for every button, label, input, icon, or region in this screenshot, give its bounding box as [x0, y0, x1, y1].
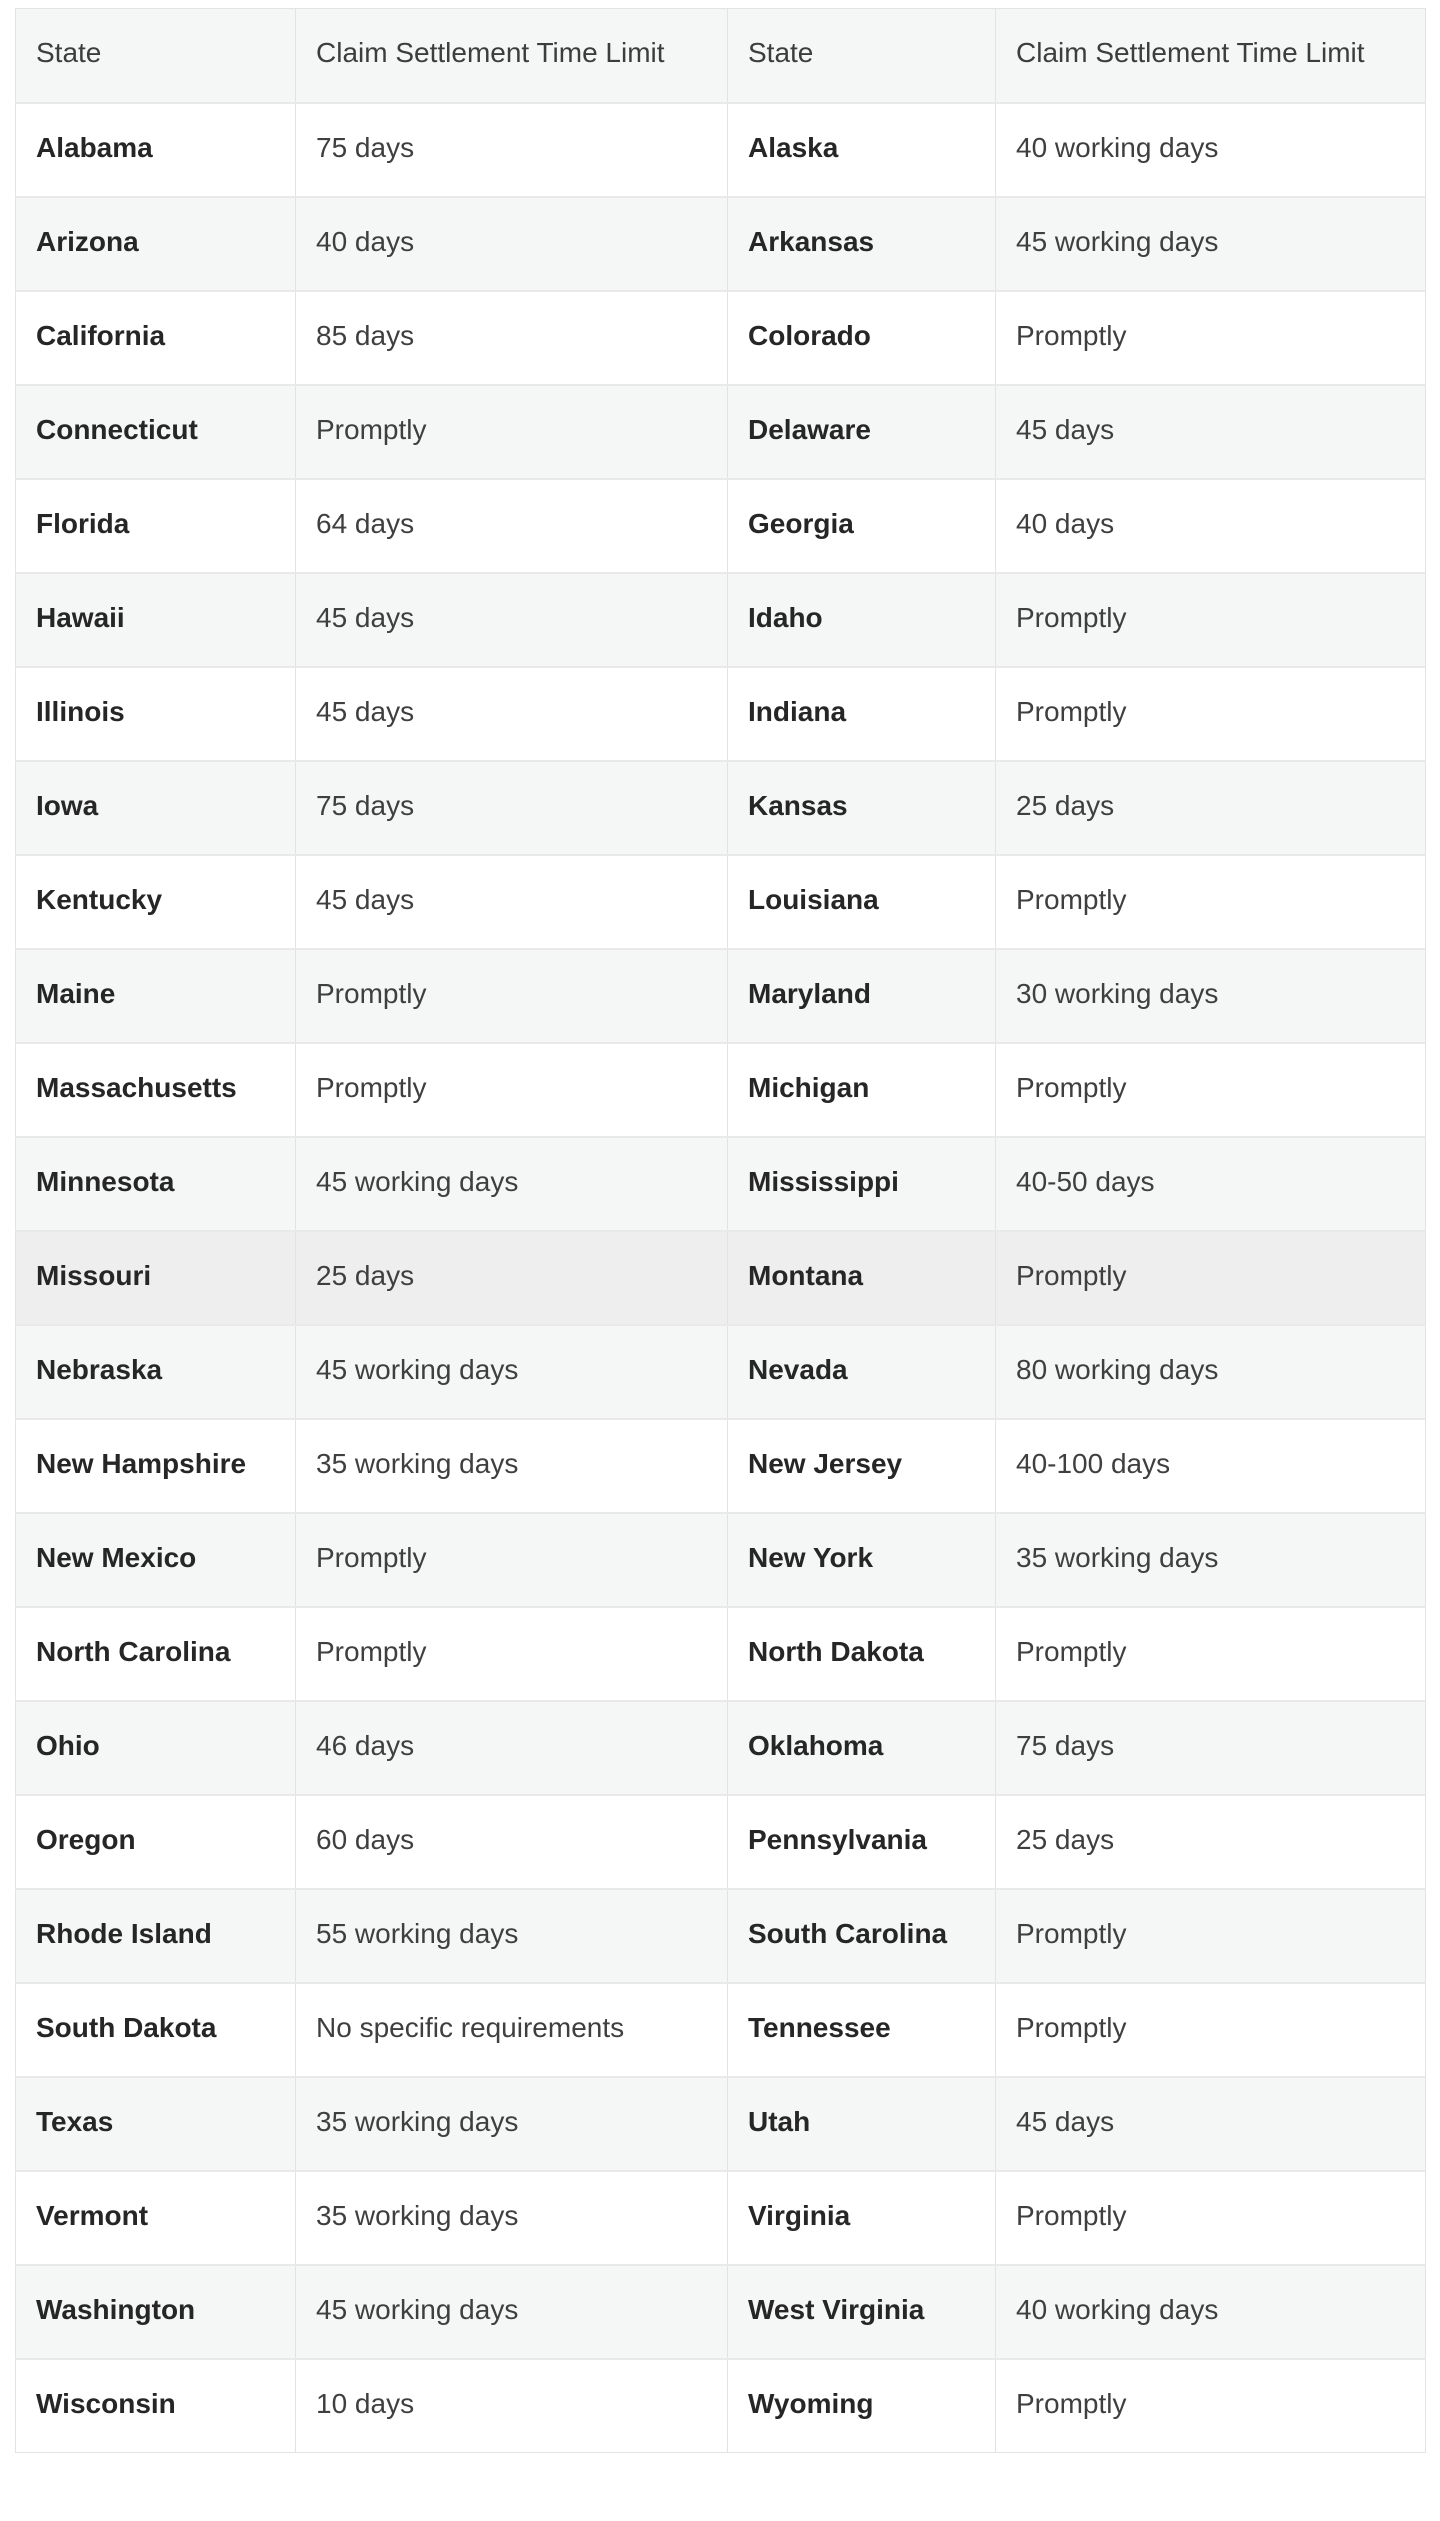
limit-cell: 35 working days	[296, 2077, 728, 2171]
state-cell: New Mexico	[16, 1513, 296, 1607]
limit-cell: 45 days	[296, 667, 728, 761]
limit-cell: Promptly	[996, 1983, 1426, 2077]
state-cell: Utah	[728, 2077, 996, 2171]
state-cell: West Virginia	[728, 2265, 996, 2359]
state-cell: Maryland	[728, 949, 996, 1043]
limit-cell: 46 days	[296, 1701, 728, 1795]
limit-cell: 45 days	[296, 855, 728, 949]
limit-cell: Promptly	[996, 291, 1426, 385]
state-cell: New Hampshire	[16, 1419, 296, 1513]
state-cell: Tennessee	[728, 1983, 996, 2077]
limit-cell: 40 working days	[996, 103, 1426, 197]
table-row	[16, 385, 1426, 479]
state-cell: Oklahoma	[728, 1701, 996, 1795]
table-row	[16, 855, 1426, 949]
table-row	[16, 479, 1426, 573]
header-limit-1: Claim Settlement Time Limit	[296, 9, 728, 103]
limit-cell: 40 days	[996, 479, 1426, 573]
state-cell: Florida	[16, 479, 296, 573]
state-cell: Louisiana	[728, 855, 996, 949]
state-cell: Ohio	[16, 1701, 296, 1795]
limit-cell: 64 days	[296, 479, 728, 573]
table-row	[16, 1137, 1426, 1231]
limit-cell: 45 working days	[296, 1325, 728, 1419]
limit-cell: Promptly	[996, 2171, 1426, 2265]
limit-cell: 25 days	[296, 1231, 728, 1325]
state-cell: Nebraska	[16, 1325, 296, 1419]
limit-cell: Promptly	[296, 1513, 728, 1607]
limit-cell: No specific requirements	[296, 1983, 728, 2077]
limit-cell: 45 working days	[296, 2265, 728, 2359]
state-cell: Illinois	[16, 667, 296, 761]
limit-cell: 55 working days	[296, 1889, 728, 1983]
table-row	[16, 2171, 1426, 2265]
limit-cell: 40 days	[296, 197, 728, 291]
limit-cell: 75 days	[996, 1701, 1426, 1795]
state-cell: Hawaii	[16, 573, 296, 667]
table-row	[16, 1607, 1426, 1701]
table-row	[16, 1889, 1426, 1983]
state-cell: Wisconsin	[16, 2359, 296, 2453]
table-row	[16, 761, 1426, 855]
limit-cell: Promptly	[996, 1889, 1426, 1983]
table-row	[16, 667, 1426, 761]
limit-cell: 40 working days	[996, 2265, 1426, 2359]
state-cell: Montana	[728, 1231, 996, 1325]
table-row	[16, 103, 1426, 197]
header-state-1: State	[16, 9, 296, 103]
limit-cell: 30 working days	[996, 949, 1426, 1043]
limit-cell: Promptly	[996, 573, 1426, 667]
state-cell: Pennsylvania	[728, 1795, 996, 1889]
limit-cell: Promptly	[296, 1607, 728, 1701]
table-row	[16, 1701, 1426, 1795]
table-header	[16, 9, 1426, 103]
state-cell: South Carolina	[728, 1889, 996, 1983]
table-row	[16, 2265, 1426, 2359]
limit-cell: 10 days	[296, 2359, 728, 2453]
state-cell: Washington	[16, 2265, 296, 2359]
state-cell: New Jersey	[728, 1419, 996, 1513]
limit-cell: 40-50 days	[996, 1137, 1426, 1231]
limit-cell: 35 working days	[996, 1513, 1426, 1607]
state-cell: South Dakota	[16, 1983, 296, 2077]
table-body	[16, 103, 1426, 2453]
limit-cell: 75 days	[296, 103, 728, 197]
limit-cell: Promptly	[996, 1231, 1426, 1325]
state-cell: Alabama	[16, 103, 296, 197]
header-state-2: State	[728, 9, 996, 103]
state-cell: Kansas	[728, 761, 996, 855]
table-row	[16, 1795, 1426, 1889]
state-cell: Minnesota	[16, 1137, 296, 1231]
limit-cell: 80 working days	[996, 1325, 1426, 1419]
state-cell: Indiana	[728, 667, 996, 761]
table-row	[16, 291, 1426, 385]
table-row	[16, 573, 1426, 667]
limit-cell: 25 days	[996, 1795, 1426, 1889]
state-cell: Kentucky	[16, 855, 296, 949]
limit-cell: Promptly	[296, 1043, 728, 1137]
state-cell: Arizona	[16, 197, 296, 291]
state-cell: Mississippi	[728, 1137, 996, 1231]
state-cell: Oregon	[16, 1795, 296, 1889]
state-cell: Vermont	[16, 2171, 296, 2265]
limit-cell: Promptly	[996, 1043, 1426, 1137]
limit-cell: Promptly	[296, 949, 728, 1043]
limit-cell: 45 days	[996, 2077, 1426, 2171]
state-cell: Michigan	[728, 1043, 996, 1137]
state-cell: Nevada	[728, 1325, 996, 1419]
limit-cell: 45 days	[996, 385, 1426, 479]
limit-cell: 40-100 days	[996, 1419, 1426, 1513]
state-cell: North Carolina	[16, 1607, 296, 1701]
state-cell: Massachusetts	[16, 1043, 296, 1137]
limit-cell: 25 days	[996, 761, 1426, 855]
table-row	[16, 1043, 1426, 1137]
table-row	[16, 1983, 1426, 2077]
table-row	[16, 1325, 1426, 1419]
limit-cell: 45 working days	[996, 197, 1426, 291]
header-row	[16, 9, 1426, 103]
limit-cell: Promptly	[996, 667, 1426, 761]
state-cell: Virginia	[728, 2171, 996, 2265]
table-row	[16, 949, 1426, 1043]
state-cell: Connecticut	[16, 385, 296, 479]
state-cell: Iowa	[16, 761, 296, 855]
table-row	[16, 1513, 1426, 1607]
state-cell: Missouri	[16, 1231, 296, 1325]
state-cell: Rhode Island	[16, 1889, 296, 1983]
limit-cell: Promptly	[996, 855, 1426, 949]
limit-cell: Promptly	[996, 2359, 1426, 2453]
state-cell: New York	[728, 1513, 996, 1607]
table-row	[16, 197, 1426, 291]
state-cell: Wyoming	[728, 2359, 996, 2453]
state-cell: Delaware	[728, 385, 996, 479]
limit-cell: 35 working days	[296, 2171, 728, 2265]
state-cell: California	[16, 291, 296, 385]
table-row	[16, 2077, 1426, 2171]
state-cell: Arkansas	[728, 197, 996, 291]
limit-cell: Promptly	[296, 385, 728, 479]
table-row	[16, 1419, 1426, 1513]
state-cell: Idaho	[728, 573, 996, 667]
state-cell: Georgia	[728, 479, 996, 573]
limit-cell: 45 working days	[296, 1137, 728, 1231]
limit-cell: 45 days	[296, 573, 728, 667]
limit-cell: 75 days	[296, 761, 728, 855]
table-row	[16, 2359, 1426, 2453]
header-limit-2: Claim Settlement Time Limit	[996, 9, 1426, 103]
state-cell: Alaska	[728, 103, 996, 197]
state-cell: North Dakota	[728, 1607, 996, 1701]
state-cell: Texas	[16, 2077, 296, 2171]
limit-cell: 60 days	[296, 1795, 728, 1889]
limit-cell: 35 working days	[296, 1419, 728, 1513]
limit-cell: Promptly	[996, 1607, 1426, 1701]
state-cell: Colorado	[728, 291, 996, 385]
state-cell: Maine	[16, 949, 296, 1043]
table-row	[16, 1231, 1426, 1325]
limit-cell: 85 days	[296, 291, 728, 385]
claim-settlement-table	[15, 8, 1426, 2453]
